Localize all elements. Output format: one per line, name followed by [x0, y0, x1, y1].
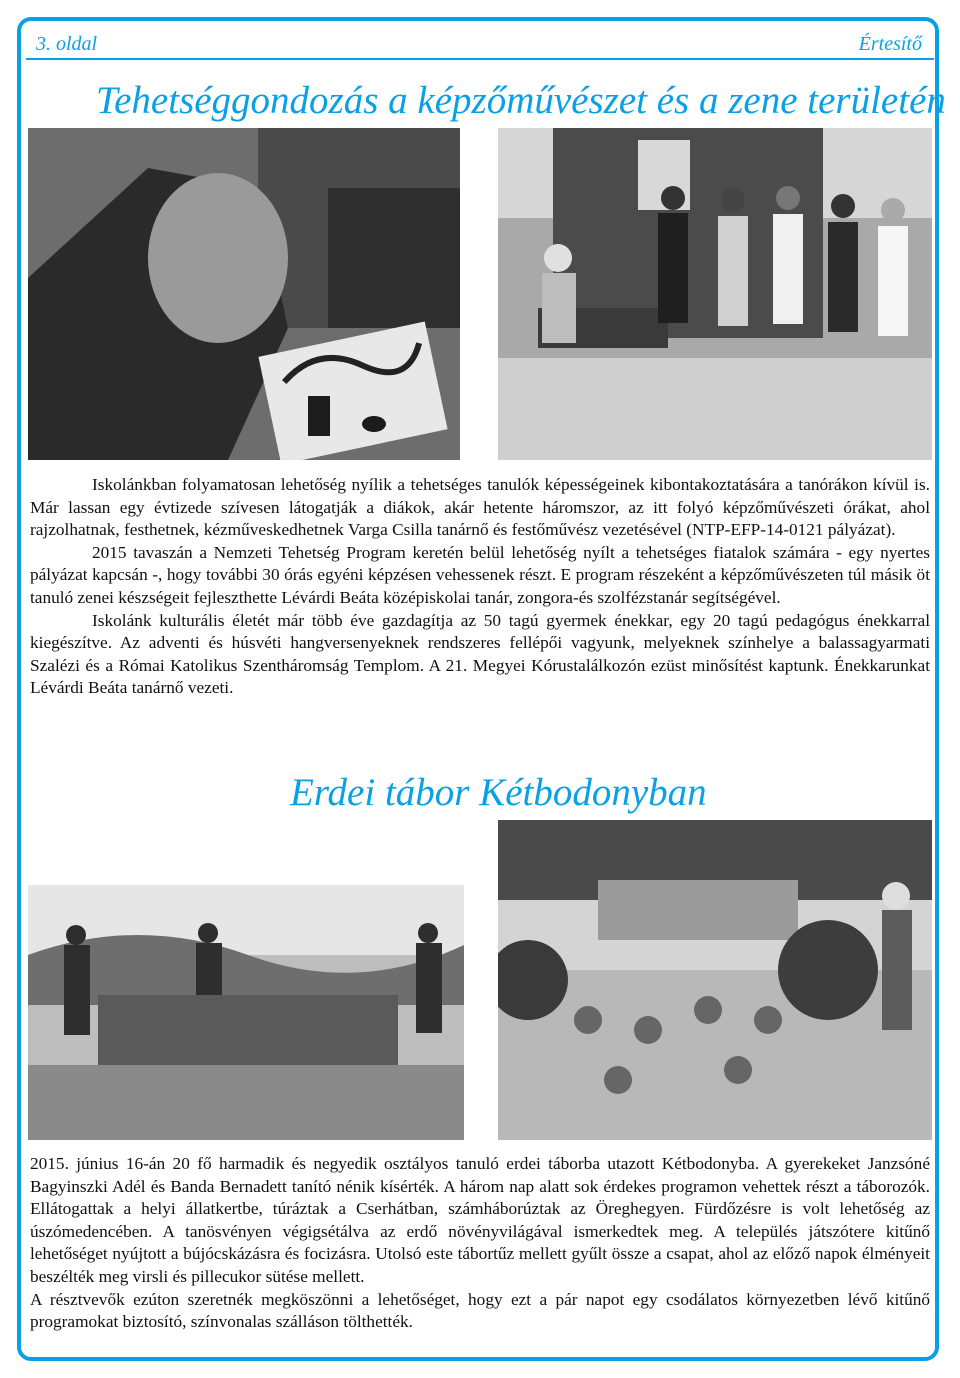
- paragraph: 2015. június 16-án 20 fő harmadik és negyedik osztályos tanuló erdei táborba utazott Kétbodonyba. A gyerekeket Janzsóné Bagyinszki Adél és Banda Bernadett tanító nénik kísérték. A három nap alatt sok érdekes programon vehettek részt a táborozók. Ellátogattak a helyi állatkertbe, túráztak a Cserhátban, számháborúztak az Öreghegyen. Fürdőzésre is volt lehetőség az úszómedencében. A tanösvényen végigsétálva az erdő növényvilágával ismerkedtek meg. A település játszótere kitűnő lehetőséget nyújtott a bújócskázásra és focizásra. Utolsó este tábortűz mellett gyűlt össze a csapat, ahol az előző napok élményeit beszélték meg virsli és pillecukor sütése mellett.: [30, 1154, 930, 1286]
- art-class-photo: [28, 128, 460, 460]
- talent-section-text: [30, 474, 930, 700]
- outdoor-lesson-photo: [498, 820, 932, 1140]
- section-title-camp: Erdei tábor Kétbodonyban: [290, 771, 707, 814]
- paragraph: Iskolánk kulturális életét már több éve gazdagítja az 50 tagú gyermek énekkar, egy 20 tagú pedagógus énekkarral kiegészítve. Az adventi és húsvéti hangversenyeknek rendszeres fellépői vagyunk, melyeknek színhelye a balassagyarmati Szalézi és a Római Katolikus Szentháromság Templom. A 21. Megyei Kórustalálkozón ezüst minősítést kaptunk. Énekkarunkat Lévárdi Beáta tanárnő vezeti.: [30, 610, 930, 698]
- header-divider: [26, 58, 934, 60]
- camp-section-text: [30, 1153, 930, 1334]
- paragraph: A résztvevők ezúton szeretnék megköszönni a lehetőséget, hogy ezt a pár napot egy csodálatos környezetben lévő kitűnő programokat biztosító, színvonalas szálláson tölthették.: [30, 1289, 930, 1332]
- page-number: 3. oldal: [36, 33, 98, 55]
- publication-name: Értesítő: [858, 33, 922, 55]
- choir-photo: [498, 128, 932, 460]
- paragraph: Iskolánkban folyamatosan lehetőség nyílik a tehetséges tanulók képességeinek kibontakoztatására a tanórákon kívül is. Már lassan egy évtizede szívesen látogatják a diákok, akár hetente háromszor, az itt folyó képzőművészeti órákat, ahol rajzolhatnak, festhetnek, kézműveskedhetnek Varga Csilla tanárnő és festőművész vezetésével (NTP-EFP-14-0121 pályázat).: [30, 475, 930, 540]
- section-title-talent: Tehetséggondozás a képzőművészet és a zene területén: [96, 79, 946, 122]
- group-photo: [28, 885, 464, 1140]
- paragraph: 2015 tavaszán a Nemzeti Tehetség Program keretén belül lehetőség nyílt a tehetséges fiatalok számára - egy nyertes pályázat kapcsán -, hogy további 30 órás egyéni képzésen vehessenek részt. E program részeként a képzőművészeten túl másik öt tanuló zenei készségeit fejleszthette Lévárdi Beáta középiskolai tanár, zongora-és szolfézstanár segítségével.: [30, 542, 930, 607]
